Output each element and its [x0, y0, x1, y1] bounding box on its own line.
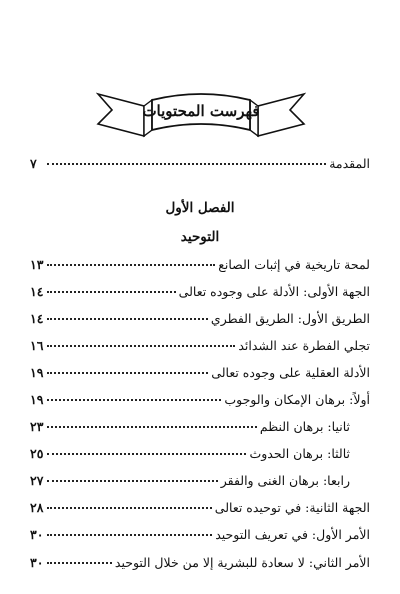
dot-leader — [47, 372, 208, 374]
toc-page-number: ٢٥ — [30, 446, 44, 461]
toc-page-number: ٢٧ — [30, 473, 44, 488]
title-banner — [96, 84, 306, 142]
toc-page-number: ٢٨ — [30, 500, 44, 515]
dot-leader — [47, 507, 212, 509]
toc-entry[interactable] — [30, 419, 350, 439]
toc-entry[interactable] — [30, 257, 370, 277]
toc-entry[interactable] — [30, 555, 370, 575]
toc-entry-introduction[interactable] — [30, 156, 370, 176]
toc-page-number: ٢٣ — [30, 419, 44, 434]
toc-entry-label: الأمر الثاني: لا سعادة للبشرية إلا من خلال التوحيد — [114, 555, 370, 570]
toc-entry-label: لمحة تاريخية في إثبات الصانع — [218, 257, 370, 272]
toc-entry[interactable] — [30, 311, 370, 331]
toc-page-number: ٣٠ — [30, 555, 44, 570]
dot-leader — [47, 426, 257, 428]
toc-page-number: ١٤ — [30, 311, 44, 326]
toc-entry-label: الطريق الأول: الطريق الفطري — [210, 311, 370, 326]
toc-entry[interactable] — [30, 473, 350, 493]
dot-leader — [47, 345, 235, 347]
toc-entry-label: الجهة الأولى: الأدلة على وجوده تعالى — [178, 284, 370, 299]
toc-entry-label: ثانيا: برهان النظم — [259, 419, 350, 434]
dot-leader — [47, 318, 208, 320]
chapter-title: الفصل الأول — [165, 200, 235, 216]
toc-entry[interactable] — [30, 500, 370, 520]
toc-entry[interactable] — [30, 392, 370, 412]
toc-page-number: ١٣ — [30, 257, 44, 272]
toc-entry-label: تجلي الفطرة عند الشدائد — [238, 338, 370, 353]
toc-page-number: ١٦ — [30, 338, 44, 353]
toc-entry[interactable] — [30, 338, 370, 358]
chapter-subtitle: التوحيد — [180, 229, 220, 245]
toc-entry[interactable] — [30, 446, 350, 466]
toc-entry-label: الأدلة العقلية على وجوده تعالى — [211, 365, 370, 380]
banner-title: فهرست المحتويات — [142, 102, 260, 120]
toc-entry[interactable] — [30, 527, 370, 547]
toc-entry[interactable] — [30, 365, 370, 385]
toc-page-number: ١٤ — [30, 284, 44, 299]
toc-page-number: ١٩ — [30, 365, 44, 380]
toc-entry-label: أولاً: برهان الإمكان والوجوب — [224, 392, 370, 407]
toc-page-number: ١٩ — [30, 392, 44, 407]
toc-page-number: ٣٠ — [30, 527, 44, 542]
dot-leader — [47, 291, 176, 293]
dot-leader — [47, 399, 221, 401]
dot-leader — [47, 264, 215, 266]
toc-entry-label: ثالثا: برهان الحدوث — [249, 446, 350, 461]
toc-entry-label: الجهة الثانية: في توحيده تعالى — [214, 500, 370, 515]
dot-leader — [47, 534, 212, 536]
toc-entry[interactable] — [30, 284, 370, 304]
toc-entry-label: الأمر الأول: في تعريف التوحيد — [215, 527, 370, 542]
dot-leader — [47, 163, 326, 165]
toc-entry-label: المقدمة — [329, 156, 370, 171]
dot-leader — [47, 480, 218, 482]
toc-page-number: ٧ — [30, 156, 37, 171]
dot-leader — [47, 453, 246, 455]
toc-entry-label: رابعا: برهان الغنى والفقر — [220, 473, 350, 488]
dot-leader — [47, 562, 112, 564]
